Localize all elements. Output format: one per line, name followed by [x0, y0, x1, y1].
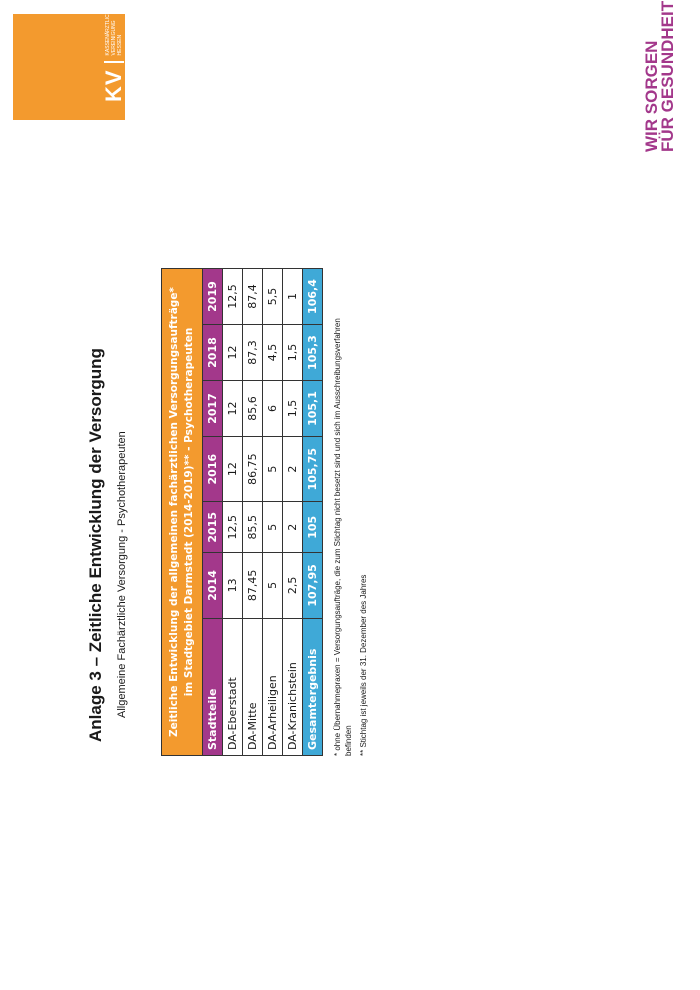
table-cell: 87,4: [243, 269, 263, 325]
slogan-line-2: FÜR GESUNDHEIT: [658, 0, 677, 152]
table-cell: 6: [263, 381, 283, 437]
table-cell: 12: [223, 437, 243, 502]
col-header-stadtteile: Stadtteile: [203, 618, 223, 755]
logo-text: KASSENÄRZTLICHE VEREINIGUNG HESSEN: [105, 7, 123, 56]
total-cell: 106,4: [303, 269, 323, 325]
page-title: Anlage 3 – Zeitliche Entwicklung der Versorgung: [86, 348, 105, 742]
table-cell: 12: [223, 381, 243, 437]
col-header-2019: 2019: [203, 269, 223, 325]
col-header-2018: 2018: [203, 325, 223, 381]
table-cell: 87,45: [243, 553, 263, 618]
table-cell: 1,5: [283, 381, 303, 437]
table-cell: 5,5: [263, 269, 283, 325]
total-cell: 105,3: [303, 325, 323, 381]
table-cell: 5: [263, 553, 283, 618]
table-cell: 1: [283, 269, 303, 325]
table-cell: 1,5: [283, 325, 303, 381]
table-row: [243, 269, 263, 756]
col-header-2014: 2014: [203, 553, 223, 618]
page-subtitle: Allgemeine Fachärztliche Versorgung - Psychotherapeuten: [116, 431, 128, 718]
row-label: DA-Eberstadt: [223, 618, 243, 755]
table-header-row: [203, 269, 223, 756]
table-cell: 2: [283, 502, 303, 553]
kv-hessen-logo: [13, 7, 126, 120]
total-label: Gesamtergebnis: [303, 618, 323, 755]
table-cell: 5: [263, 502, 283, 553]
total-cell: 105,75: [303, 437, 323, 502]
table-caption-row: [162, 269, 203, 756]
table-cell: 2: [283, 437, 303, 502]
table-row: [223, 269, 243, 756]
table-cell: 4,5: [263, 325, 283, 381]
supply-table: [161, 268, 323, 756]
table-cell: 85,6: [243, 381, 263, 437]
table-cell: 12,5: [223, 502, 243, 553]
total-cell: 105,1: [303, 381, 323, 437]
table-row: [283, 269, 303, 756]
table-cell: 2,5: [283, 553, 303, 618]
row-label: DA-Kranichstein: [283, 618, 303, 755]
table-row: [263, 269, 283, 756]
total-cell: 105: [303, 502, 323, 553]
table-cell: 12: [223, 325, 243, 381]
col-header-2015: 2015: [203, 502, 223, 553]
logo-abbr: KV: [101, 69, 126, 102]
table-cell: 85,5: [243, 502, 263, 553]
row-label: DA-Arheiligen: [263, 618, 283, 755]
table-cell: 86,75: [243, 437, 263, 502]
col-header-2017: 2017: [203, 381, 223, 437]
table-cell: 12,5: [223, 269, 243, 325]
col-header-2016: 2016: [203, 437, 223, 502]
table-cell: 13: [223, 553, 243, 618]
logo-divider: [104, 61, 124, 63]
total-cell: 107,95: [303, 553, 323, 618]
table-caption: Zeitliche Entwicklung der allgemeinen fachärztlichen Versorgungsaufträge* im Stadtgebiet Darmstadt (2014-2019)** - Psychotherapeuten: [162, 269, 203, 756]
table-cell: 5: [263, 437, 283, 502]
slogan-line-1: WIR SORGEN: [642, 40, 661, 152]
table-total-row: [303, 269, 323, 756]
table-cell: 87,3: [243, 325, 263, 381]
footnote-1: * ohne Übernahmepraxen = Versorgungsaufträge, die zum Stichtag nicht besetzt sind und sich im Ausschreibungsverfahren befinden: [333, 318, 353, 756]
footnote-2: ** Stichtag ist jeweils der 31. Dezember des Jahres: [359, 574, 368, 756]
row-label: DA-Mitte: [243, 618, 263, 755]
